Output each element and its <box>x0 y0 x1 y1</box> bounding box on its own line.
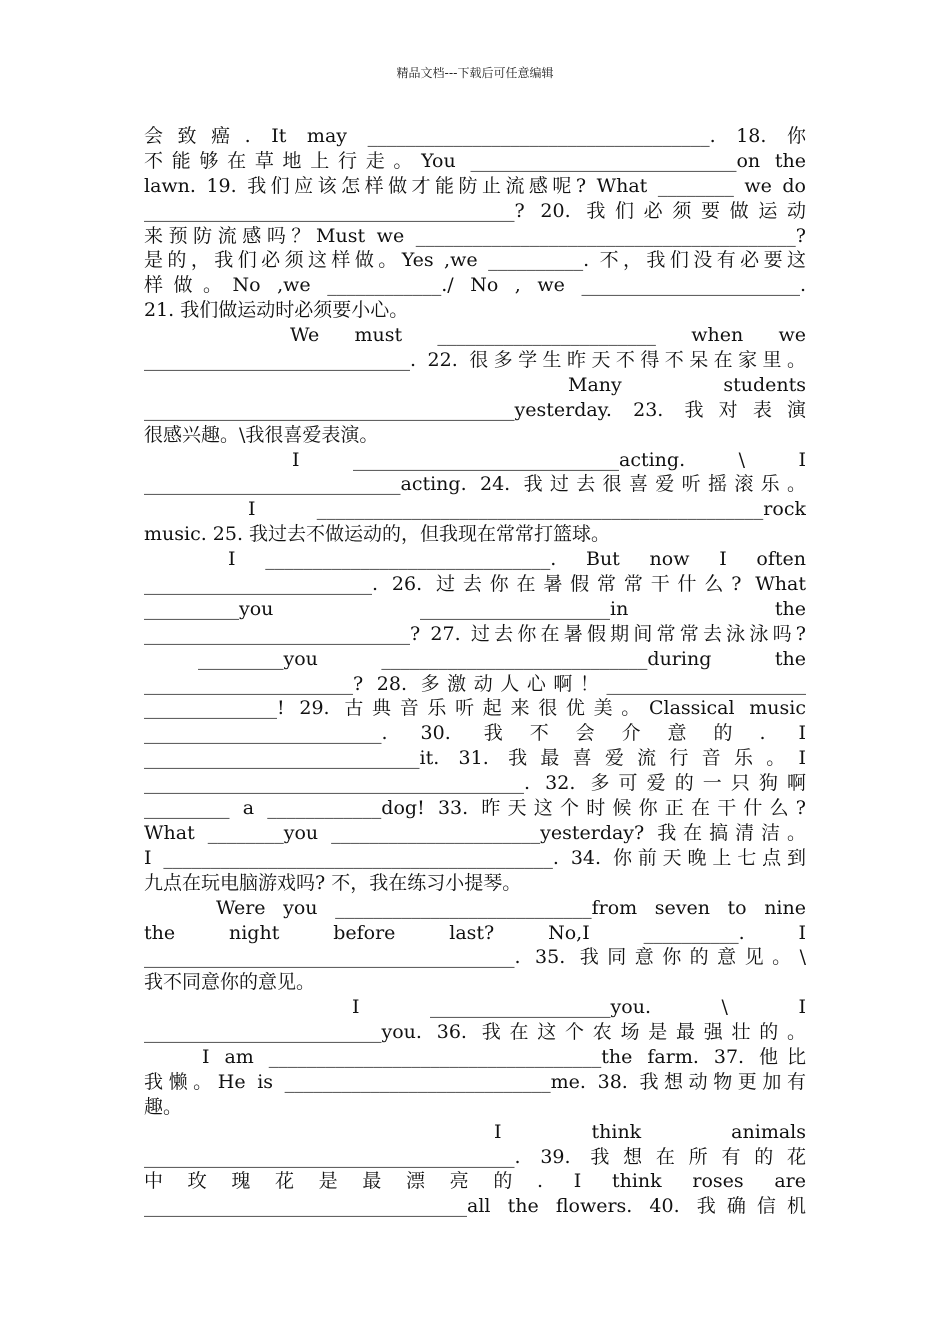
document-body <box>144 124 806 1219</box>
text-line: __________you ____________________in the <box>144 597 806 620</box>
page-header: 精品文档---下载后可任意编辑 <box>396 66 554 80</box>
text-line: 来预防流感吗？Must we ________________________________________? <box>144 224 806 247</box>
text-line: _____________________________it. 31. 我最喜爱流行音乐。I <box>144 747 806 770</box>
text-line: the night before last? No,I __________. I <box>144 921 806 944</box>
text-line: ________________________. 26. 过去你在暑假常常干什么? What <box>144 573 806 596</box>
text-line: _______________________________________? 20. 我们必须要做运动 <box>144 199 806 222</box>
text-line: 我不同意你的意见。 <box>144 971 316 994</box>
text-line: I _______________________________________________rock <box>248 498 806 521</box>
text-line: 我懒。He is ____________________________me. 38. 我想动物更加有 <box>144 1070 806 1093</box>
text-line: 21. 我们做运动时必须要小心。 <box>144 299 409 322</box>
text-line: ______________________? 28. 多激动人心啊！_____________________ <box>144 672 806 695</box>
text-line: What ________you ______________________yesterday? 我在搞清洁。 <box>144 821 806 844</box>
text-line: ______________! 29. 古典音乐听起来很优美。Classical music <box>144 697 806 720</box>
text-line: _________________________you. 36. 我在这个农场是最强壮的。 <box>144 1021 806 1044</box>
text-line: lawn. 19. 我们应该怎样做才能防止流感呢? What ________ we do <box>144 174 806 197</box>
text-line: I ____________________________acting. \ I <box>292 448 806 471</box>
text-line: I _________________________________________. 34. 你前天晚上七点到 <box>144 846 806 869</box>
text-line: ____________________________? 27. 过去你在暑假期间常常去泳泳吗? <box>144 622 806 645</box>
text-line: Many students <box>568 373 806 396</box>
text-line: _________you ____________________________during the <box>198 647 806 670</box>
text-line: I ___________________you. \ I <box>352 996 806 1019</box>
text-line: _______________________________________. 35. 我同意你的意见。\ <box>144 946 806 969</box>
text-line: _________ a ____________dog! 33. 昨天这个时候你正在干什么? <box>144 797 806 820</box>
text-line: 会致癌. It may ____________________________________. 18. 你 <box>144 125 806 147</box>
text-line: 样做。No ,we ____________./ No , we _______________________. <box>144 274 806 297</box>
text-line: We must _______________________ when we <box>290 324 806 347</box>
text-line: 中玫瑰花是最漂亮的. I think roses are <box>144 1170 806 1193</box>
text-line: I think animals <box>494 1120 806 1143</box>
text-line: ___________________________acting. 24. 我过去很喜爱听摇滚乐。 <box>144 473 806 496</box>
text-line: ________________________________________. 32. 多可爱的一只狗啊 <box>144 772 806 795</box>
text-line: I ______________________________. But now I often <box>228 548 806 571</box>
text-line: __________________________________all the flowers. 40. 我确信机 <box>144 1195 806 1218</box>
text-line: _______________________________________. 39. 我想在所有的花 <box>144 1145 806 1168</box>
text-line: I am ___________________________________the farm. 37. 他比 <box>202 1045 806 1068</box>
text-line: 趣。 <box>144 1095 183 1118</box>
text-line: 是的，我们必须这样做。Yes ,we __________. 不，我们没有必要这 <box>144 249 806 272</box>
text-line: 九点在玩电脑游戏吗? 不，我在练习小提琴。 <box>144 871 522 894</box>
text-line: music. 25. 我过去不做运动的，但我现在常常打篮球。 <box>144 523 611 546</box>
text-line: Were you ___________________________from seven to nine <box>216 896 806 919</box>
text-line: _________________________. 30. 我不会介意的. I <box>144 722 806 745</box>
text-line: ____________________________. 22. 很多学生昨天不得不呆在家里。 <box>144 349 806 372</box>
text-line: _______________________________________yesterday. 23. 我对表演 <box>144 398 806 421</box>
text-line: 很感兴趣。\我很喜爱表演。 <box>144 423 379 446</box>
text-line: 不能够在草地上行走。You ____________________________on the <box>144 149 806 172</box>
